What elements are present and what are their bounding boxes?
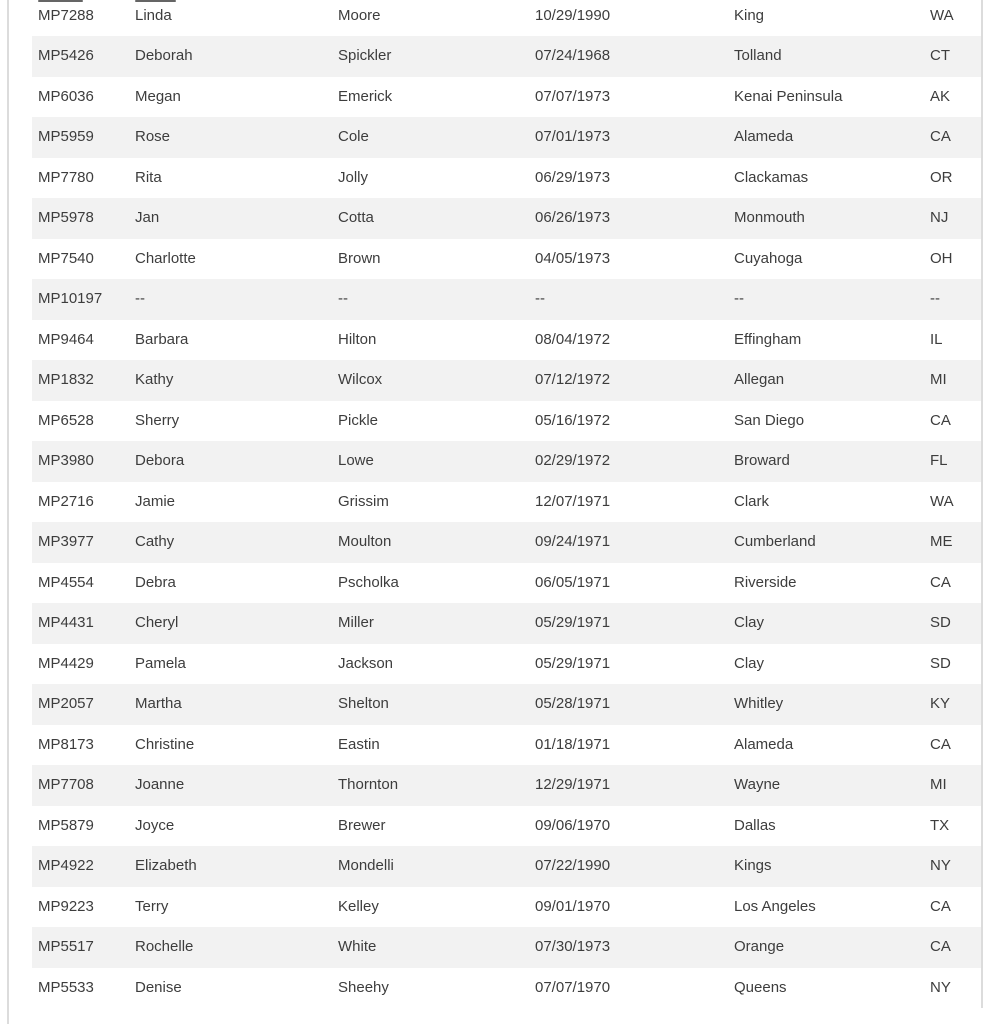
table-row[interactable] (32, 401, 983, 442)
table-cell-last-name: White (338, 938, 377, 955)
table-cell-first-name: Joanne (135, 776, 185, 793)
table-cell-county: Clay (734, 614, 765, 631)
table-cell-first-name: Cathy (135, 533, 175, 550)
table-cell-date: 07/30/1973 (535, 938, 611, 955)
table-cell-state: CA (930, 411, 951, 429)
table-cell-date: 07/07/1970 (535, 978, 611, 996)
panel-left-border (7, 0, 9, 1024)
table-cell-state: WA (930, 492, 954, 510)
table-cell-record-id: MP5517 (38, 938, 94, 955)
table-row[interactable] (32, 320, 983, 361)
table-cell-first-name: Rita (135, 168, 162, 186)
clipped-text-fragment (38, 0, 83, 2)
table-cell-county: Broward (734, 452, 790, 469)
table-cell-state: KY (930, 695, 951, 712)
table-row[interactable] (32, 77, 983, 118)
table-cell-state: -- (930, 290, 940, 307)
table-cell-record-id: MP10197 (38, 290, 103, 307)
table-cell-record-id: MP5879 (38, 816, 94, 834)
table-cell-state: CA (930, 938, 951, 955)
table-cell-first-name: Linda (135, 6, 172, 24)
table-cell-last-name: Kelley (338, 897, 379, 915)
table-cell-date: 12/29/1971 (535, 776, 611, 793)
table-cell-record-id: MP7540 (38, 249, 94, 267)
table-cell-record-id: MP6036 (38, 87, 94, 105)
table-cell-first-name: Elizabeth (135, 857, 197, 874)
table-cell-state: FL (930, 452, 948, 469)
table-cell-date: -- (535, 290, 545, 307)
table-cell-last-name: Jolly (338, 168, 369, 186)
table-cell-record-id: MP1832 (38, 371, 94, 388)
table-cell-county: Alameda (734, 128, 794, 145)
table-cell-record-id: MP9223 (38, 897, 94, 915)
table-row[interactable] (32, 725, 983, 766)
table-cell-record-id: MP7708 (38, 776, 94, 793)
records-table (32, 0, 983, 1008)
table-cell-first-name: Denise (135, 978, 182, 996)
table-cell-last-name: Pscholka (338, 573, 399, 591)
table-cell-last-name: Brown (338, 249, 381, 267)
table-cell-first-name: Rose (135, 128, 171, 145)
table-cell-record-id: MP6528 (38, 411, 94, 429)
table-cell-last-name: Lowe (338, 452, 374, 469)
table-cell-county: -- (734, 290, 744, 307)
table-cell-last-name: Emerick (338, 87, 393, 105)
table-cell-first-name: Charlotte (135, 249, 196, 267)
table-row[interactable] (32, 239, 983, 280)
table-cell-last-name: -- (338, 290, 348, 307)
table-cell-date: 10/29/1990 (535, 6, 611, 24)
table-cell-county: Kenai Peninsula (734, 87, 843, 105)
table-cell-last-name: Hilton (338, 330, 377, 348)
table-cell-date: 06/26/1973 (535, 209, 611, 226)
table-cell-state: MI (930, 371, 947, 388)
table-cell-county: Los Angeles (734, 897, 816, 915)
table-cell-first-name: Martha (135, 695, 182, 712)
table-cell-county: Effingham (734, 330, 802, 348)
table-cell-record-id: MP3977 (38, 533, 94, 550)
table-row[interactable] (32, 927, 983, 968)
table-cell-county: Clackamas (734, 168, 809, 186)
table-cell-date: 09/24/1971 (535, 533, 611, 550)
table-cell-state: WA (930, 6, 954, 24)
table-cell-county: Clay (734, 654, 765, 672)
table-cell-state: CA (930, 897, 951, 915)
table-cell-last-name: Cotta (338, 209, 374, 226)
table-row[interactable] (32, 522, 983, 563)
table-row[interactable] (32, 765, 983, 806)
table-cell-last-name: Thornton (338, 776, 399, 793)
table-cell-state: NY (930, 857, 951, 874)
table-cell-date: 05/29/1971 (535, 654, 611, 672)
table-cell-last-name: Mondelli (338, 857, 394, 874)
table-cell-last-name: Pickle (338, 411, 379, 429)
table-cell-date: 07/24/1968 (535, 47, 611, 64)
table-cell-first-name: Cheryl (135, 614, 179, 631)
table-row[interactable] (32, 806, 983, 847)
table-cell-last-name: Moulton (338, 533, 392, 550)
table-cell-last-name: Moore (338, 6, 381, 24)
table-cell-record-id: MP5426 (38, 47, 94, 64)
table-cell-first-name: Debra (135, 573, 176, 591)
table-cell-state: IL (930, 330, 943, 348)
table-row[interactable] (32, 441, 983, 482)
table-cell-state: NY (930, 978, 951, 996)
table-cell-date: 01/18/1971 (535, 735, 611, 753)
table-cell-date: 07/22/1990 (535, 857, 611, 874)
table-cell-state: SD (930, 654, 951, 672)
table-cell-record-id: MP3980 (38, 452, 94, 469)
table-cell-date: 06/29/1973 (535, 168, 611, 186)
table-row[interactable] (32, 603, 983, 644)
table-cell-first-name: Rochelle (135, 938, 194, 955)
table-cell-first-name: Pamela (135, 654, 186, 672)
table-row[interactable] (32, 117, 983, 158)
table-row[interactable] (32, 846, 983, 887)
table-cell-state: CT (930, 47, 950, 64)
table-row[interactable] (32, 279, 983, 320)
table-cell-record-id: MP5978 (38, 209, 94, 226)
table-cell-first-name: Sherry (135, 411, 180, 429)
table-cell-record-id: MP4429 (38, 654, 94, 672)
table-cell-record-id: MP4922 (38, 857, 94, 874)
table-cell-date: 09/06/1970 (535, 816, 611, 834)
table-cell-first-name: Barbara (135, 330, 189, 348)
table-cell-date: 02/29/1972 (535, 452, 611, 469)
table-cell-date: 04/05/1973 (535, 249, 611, 267)
table-row[interactable] (32, 968, 983, 1009)
table-cell-last-name: Spickler (338, 47, 392, 64)
table-cell-date: 07/01/1973 (535, 128, 611, 145)
table-cell-county: Orange (734, 938, 785, 955)
table-cell-state: CA (930, 735, 951, 753)
table-cell-record-id: MP5959 (38, 128, 94, 145)
table-row[interactable] (32, 684, 983, 725)
table-cell-date: 07/07/1973 (535, 87, 611, 105)
table-cell-state: MI (930, 776, 947, 793)
table-cell-county: Kings (734, 857, 772, 874)
table-row[interactable] (32, 36, 983, 77)
table-cell-state: ME (930, 533, 953, 550)
table-cell-date: 07/12/1972 (535, 371, 611, 388)
table-cell-last-name: Miller (338, 614, 374, 631)
table-cell-record-id: MP2716 (38, 492, 94, 510)
table-cell-record-id: MP7780 (38, 168, 94, 186)
table-cell-last-name: Sheehy (338, 978, 389, 996)
table-cell-first-name: Joyce (135, 816, 175, 834)
table-cell-last-name: Wilcox (338, 371, 383, 388)
table-cell-state: OR (930, 168, 953, 186)
table-cell-county: Cuyahoga (734, 249, 803, 267)
table-cell-last-name: Cole (338, 128, 369, 145)
table-cell-state: CA (930, 128, 951, 145)
table-cell-state: TX (930, 816, 950, 834)
table-cell-record-id: MP2057 (38, 695, 94, 712)
table-cell-record-id: MP7288 (38, 6, 94, 24)
table-cell-date: 08/04/1972 (535, 330, 611, 348)
table-cell-record-id: MP4554 (38, 573, 94, 591)
table-cell-first-name: Terry (135, 897, 169, 915)
table-cell-date: 06/05/1971 (535, 573, 611, 591)
table-row[interactable] (32, 198, 983, 239)
table-cell-record-id: MP5533 (38, 978, 94, 996)
table-row[interactable] (32, 158, 983, 199)
table-cell-record-id: MP9464 (38, 330, 94, 348)
table-cell-county: Queens (734, 978, 787, 996)
table-cell-date: 05/28/1971 (535, 695, 611, 712)
table-cell-record-id: MP4431 (38, 614, 94, 631)
table-row[interactable] (32, 563, 983, 604)
table-cell-county: Monmouth (734, 209, 805, 226)
table-cell-last-name: Grissim (338, 492, 389, 510)
table-cell-state: AK (930, 87, 951, 105)
table-cell-state: NJ (930, 209, 949, 226)
table-cell-county: Clark (734, 492, 770, 510)
table-cell-county: Tolland (734, 47, 782, 64)
table-cell-first-name: Debora (135, 452, 185, 469)
table-cell-first-name: -- (135, 290, 145, 307)
table-cell-last-name: Shelton (338, 695, 389, 712)
table-cell-county: Riverside (734, 573, 797, 591)
table-cell-state: SD (930, 614, 951, 631)
table-cell-first-name: Jamie (135, 492, 176, 510)
table-cell-state: OH (930, 249, 953, 267)
table-cell-first-name: Christine (135, 735, 195, 753)
table-cell-date: 09/01/1970 (535, 897, 611, 915)
table-cell-county: King (734, 6, 765, 24)
table-cell-county: Dallas (734, 816, 776, 834)
table-row[interactable] (32, 0, 983, 36)
table-row[interactable] (32, 360, 983, 401)
table-cell-county: Whitley (734, 695, 784, 712)
table-cell-last-name: Brewer (338, 816, 386, 834)
table-cell-date: 05/29/1971 (535, 614, 611, 631)
table-row[interactable] (32, 644, 983, 685)
table-cell-county: Allegan (734, 371, 785, 388)
table-cell-last-name: Eastin (338, 735, 380, 753)
table-row[interactable] (32, 482, 983, 523)
table-cell-first-name: Deborah (135, 47, 193, 64)
table-cell-date: 05/16/1972 (535, 411, 611, 429)
table-cell-county: Cumberland (734, 533, 816, 550)
table-cell-first-name: Jan (135, 209, 160, 226)
table-cell-record-id: MP8173 (38, 735, 94, 753)
table-cell-date: 12/07/1971 (535, 492, 611, 510)
table-cell-county: Alameda (734, 735, 794, 753)
table-cell-county: San Diego (734, 411, 805, 429)
table-row[interactable] (32, 887, 983, 928)
clipped-text-fragment (135, 0, 176, 2)
table-cell-first-name: Megan (135, 87, 181, 105)
table-cell-first-name: Kathy (135, 371, 174, 388)
table-cell-last-name: Jackson (338, 654, 394, 672)
table-cell-county: Wayne (734, 776, 781, 793)
table-cell-state: CA (930, 573, 951, 591)
